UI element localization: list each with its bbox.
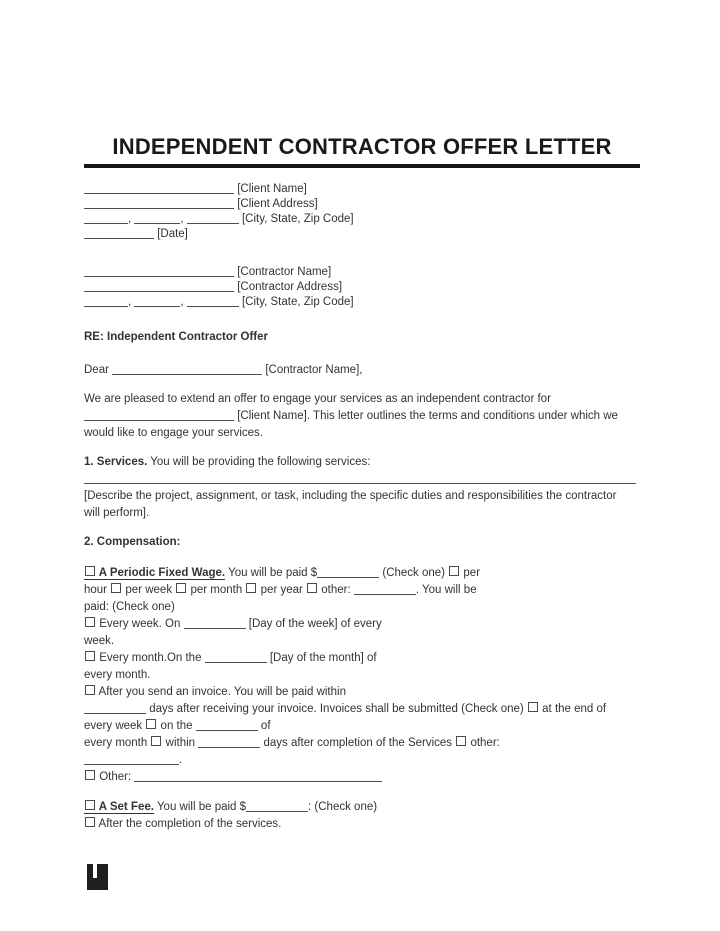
document-line: [84, 582, 640, 599]
document-line: [84, 362, 640, 379]
fill-in-blank-line: [246, 800, 308, 812]
bold-text-run: RE: Independent Contractor Offer: [84, 330, 269, 343]
checkbox-icon: [151, 736, 161, 746]
text-run: week.: [84, 634, 115, 647]
document-line: [84, 212, 640, 227]
document-line: [84, 667, 640, 684]
document-line: [84, 182, 640, 197]
checkbox-icon: [85, 800, 95, 810]
text-run: on the: [157, 719, 196, 732]
underlined-option-heading: A Periodic Fixed Wage.: [84, 567, 225, 580]
fill-in-blank-line: [198, 736, 260, 748]
fill-in-blank-line: [187, 212, 239, 224]
checkbox-icon: [85, 770, 95, 780]
text-run: [Day of the month] of: [266, 651, 377, 664]
document-line: [84, 735, 640, 752]
text-run: [Date]: [154, 227, 188, 240]
text-run: [Day of the week] of every: [245, 617, 382, 630]
document-line: [84, 329, 640, 346]
document-line: [84, 633, 640, 650]
text-run: [Contractor Name]: [234, 265, 332, 278]
text-run: days after completion of the Services: [260, 736, 456, 749]
text-run: ,: [180, 295, 187, 308]
document-line: [84, 701, 640, 718]
text-run: After you send an invoice. You will be paid within: [96, 685, 346, 698]
document-line: [84, 505, 640, 522]
document-line: [84, 684, 640, 701]
checkbox-icon: [111, 583, 121, 593]
text-run: . You will be: [415, 583, 477, 596]
fill-in-blank-line: [134, 212, 180, 224]
fill-in-blank-line: [84, 197, 234, 209]
text-run: : (Check one): [308, 800, 378, 813]
text-run: per week: [122, 583, 176, 596]
document-line: [84, 718, 640, 735]
fill-in-blank-line: [184, 617, 246, 629]
text-run: [Describe the project, assignment, or task, including the specific duties and responsibilities the contractor: [84, 489, 617, 502]
text-run: Other:: [96, 770, 135, 783]
text-run: within: [162, 736, 199, 749]
text-run: You will be providing the following services:: [147, 455, 371, 468]
document-line: [84, 769, 640, 786]
checkbox-icon: [85, 566, 95, 576]
underlined-option-heading: A Set Fee.: [84, 801, 154, 814]
text-run: at the end of: [538, 702, 607, 715]
text-run: per month: [187, 583, 246, 596]
text-run: We are pleased to extend an offer to engage your services as an independent contractor for: [84, 392, 551, 405]
text-run: [Client Name]: [234, 182, 307, 195]
fill-in-blank-line: [84, 295, 128, 307]
text-run: other:: [318, 583, 354, 596]
document-line: [84, 534, 640, 551]
text-run: Every month.On the: [96, 651, 205, 664]
document-line: [84, 816, 640, 833]
text-run: every week: [84, 719, 146, 732]
document-line: [84, 650, 640, 667]
document-line: [84, 454, 640, 471]
text-run: Every week. On: [96, 617, 184, 630]
text-run: [Client Name]. This letter outlines the terms and conditions under which we: [234, 409, 618, 422]
text-run: Dear: [84, 363, 113, 376]
fill-in-blank-line: [84, 472, 636, 484]
fill-in-blank-line: [112, 363, 262, 375]
document-line: [84, 295, 640, 310]
bold-text-run: 1. Services.: [84, 455, 148, 468]
fill-in-blank-line: [84, 702, 146, 714]
document-title: INDEPENDENT CONTRACTOR OFFER LETTER: [112, 134, 612, 159]
fill-in-blank-line: [84, 753, 179, 765]
fill-in-blank-line: [84, 265, 234, 277]
text-run: would like to engage your services.: [84, 426, 263, 439]
checkbox-icon: [449, 566, 459, 576]
fill-in-blank-line: [84, 182, 234, 194]
text-run: .: [179, 753, 183, 766]
document-line: [84, 265, 640, 280]
document-line: [84, 488, 640, 505]
text-run: [Contractor Address]: [234, 280, 343, 293]
text-run: will perform].: [84, 506, 150, 519]
text-run: paid: (Check one): [84, 600, 175, 613]
checkbox-icon: [456, 736, 466, 746]
text-run: of: [257, 719, 271, 732]
text-run: [City, State, Zip Code]: [238, 295, 354, 308]
document-line: [84, 471, 640, 488]
fill-in-blank-line: [84, 212, 128, 224]
document-line: [84, 799, 640, 816]
text-run: ,: [180, 212, 187, 225]
fill-in-blank-line: [196, 719, 258, 731]
text-run: (Check one): [379, 566, 449, 579]
document-line: [84, 425, 640, 442]
document-line: [84, 565, 640, 582]
bold-text-run: 2. Compensation:: [84, 535, 181, 548]
checkbox-icon: [146, 719, 156, 729]
text-run: per year: [257, 583, 307, 596]
document-line: [84, 197, 640, 212]
fill-in-blank-line: [84, 280, 234, 292]
fill-in-blank-line: [84, 409, 234, 421]
text-run: per: [460, 566, 481, 579]
fill-in-blank-line: [84, 227, 154, 239]
text-run: hour: [84, 583, 111, 596]
document-line: [84, 752, 640, 769]
checkbox-icon: [85, 685, 95, 695]
text-run: You will be paid $: [153, 800, 247, 813]
legaltemplates-logo-icon: [87, 864, 108, 891]
title-underline: [84, 164, 640, 168]
text-run: ,: [128, 295, 135, 308]
fill-in-blank-line: [317, 566, 379, 578]
text-run: ,: [128, 212, 135, 225]
document-body: [84, 182, 640, 833]
fill-in-blank-line: [187, 295, 239, 307]
checkbox-icon: [528, 702, 538, 712]
checkbox-icon: [307, 583, 317, 593]
checkbox-icon: [176, 583, 186, 593]
fill-in-blank-line: [134, 770, 382, 782]
text-run: [City, State, Zip Code]: [238, 212, 354, 225]
document-line: [84, 616, 640, 633]
checkbox-icon: [85, 817, 95, 827]
text-run: You will be paid $: [225, 566, 318, 579]
text-run: [Contractor Name],: [262, 363, 363, 376]
text-run: every month: [84, 736, 151, 749]
text-run: every month.: [84, 668, 151, 681]
text-run: After the completion of the services.: [96, 817, 282, 830]
fill-in-blank-line: [205, 651, 267, 663]
text-run: [Client Address]: [234, 197, 318, 210]
fill-in-blank-line: [354, 583, 416, 595]
document-line: [84, 599, 640, 616]
document-line: [84, 280, 640, 295]
fill-in-blank-line: [134, 295, 180, 307]
checkbox-icon: [246, 583, 256, 593]
checkbox-icon: [85, 617, 95, 627]
document-line: [84, 227, 640, 242]
document-line: [84, 408, 640, 425]
checkbox-icon: [85, 651, 95, 661]
document-line: [84, 391, 640, 408]
text-run: days after receiving your invoice. Invoices shall be submitted (Check one): [146, 702, 527, 715]
text-run: other:: [467, 736, 500, 749]
document-content: [84, 135, 640, 833]
